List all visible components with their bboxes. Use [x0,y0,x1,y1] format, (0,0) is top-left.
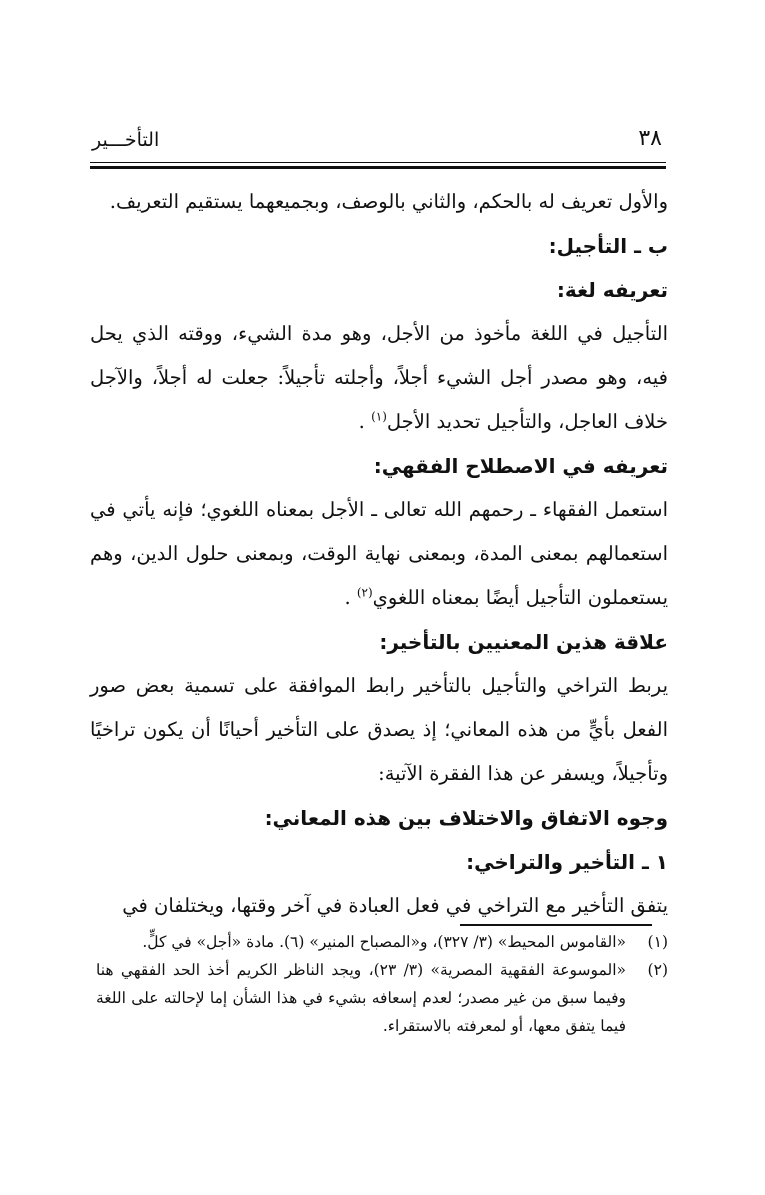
footnote-2-number: (٢) [647,961,668,979]
heading-linguistic-definition: تعريفه لغة: [556,278,668,302]
paragraph-linguistic [90,312,668,444]
paragraph-juristic [90,488,668,620]
heading-relation: علاقة هذين المعنيين بالتأخير: [379,630,668,654]
footnotes [96,928,668,1040]
paragraph-delay-tarakhi: يتفق التأخير مع التراخي في فعل العبادة في آخر وقتها، ويختلفان في [122,894,668,917]
heading-delay-and-tarakhi: ١ ـ التأخير والتراخي: [466,850,668,874]
paragraph-definition-summary: والأول تعريف له بالحكم، والثاني بالوصف، وبجميعهما يستقيم التعريف. [109,190,668,213]
paragraph-juristic-text: استعمل الفقهاء ـ رحمهم الله تعالى ـ الأجل بمعناه اللغوي؛ فإنه يأتي في استعمالهم بمعنى المدة، وبمعنى نهاية الوقت، وبمعنى حلول الدين، وهم يستعملون التأجيل أيضًا بمعناه اللغوي [90,498,668,609]
running-header [92,124,662,158]
paragraph-relation: يربط التراخي والتأجيل بالتأخير رابط الموافقة على تسمية بعض صور الفعل بأيٍّ من هذه المعاني؛ إذ يصدق على التأخير أحيانًا أن يكون تراخيًا وتأجيلاً، ويسفر عن هذا الفقرة الآتية: [90,674,668,785]
heading-tajil: ب ـ التأجيل: [548,234,668,258]
paragraph-linguistic-text: التأجيل في اللغة مأخوذ من الأجل، وهو مدة الشيء، ووقته الذي يحل فيه، وهو مصدر أجل الشيء أجلاً، وأجلته تأجيلاً: جعلت له أجلاً، والآجل خلاف العاجل، والتأجيل تحديد الأجل [90,322,668,433]
heading-agreement-difference: وجوه الاتفاق والاختلاف بين هذه المعاني: [264,806,668,830]
main-text [90,180,668,928]
footnote-ref-2[interactable]: (٢) [356,585,373,600]
chapter-title: التأخـــير [92,129,160,151]
paragraph-linguistic-end: . [358,410,365,433]
header-rule-thin [90,162,666,163]
footnote-1-text: «القاموس المحيط» (٣/ ٣٢٧)، و«المصباح المنير» (٦). مادة «أجل» في كلٍّ. [142,933,626,951]
footnote-separator [460,924,652,926]
footnote-2 [96,956,668,1040]
footnote-1 [96,928,668,956]
footnote-ref-1[interactable]: (١) [371,409,387,424]
footnote-2-text: «الموسوعة الفقهية المصرية» (٣/ ٢٣)، ويجد الناظر الكريم أخذ الحد الفقهي هنا وفيما سبق من غير مصدر؛ لعدم إسعافه بشيء في هذا الشأن إما لإحالته على اللغة فيما يتفق معها، أو لمعرفته بالاستقراء. [96,961,626,1035]
heading-juristic-definition: تعريفه في الاصطلاح الفقهي: [373,454,668,478]
header-rule-thick [90,166,666,169]
page-number: ٣٨ [638,126,662,151]
paragraph-juristic-end: . [344,586,351,609]
footnote-1-number: (١) [647,933,668,951]
